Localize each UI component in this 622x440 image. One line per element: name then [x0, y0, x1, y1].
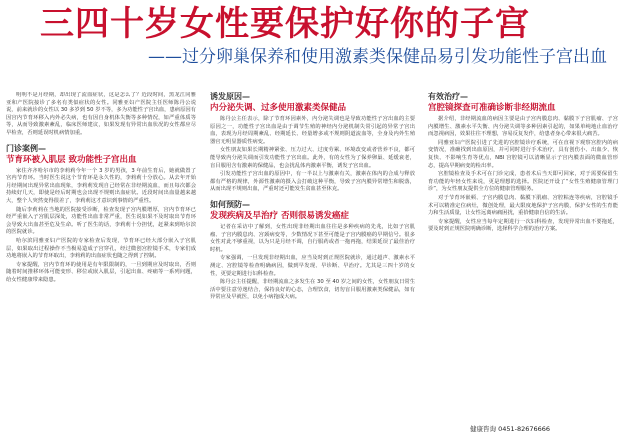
treat-paragraph: 同雅亚妇产医院引进了先进的宫腔镜诊疗系统，可在直视下观察宫腔内的病变情况，准确找到出血原因，并可同时进行手术治疗，具有创伤小、出血少、恢复快、不影响生育等优点，NBI 宫腔镜可以清晰显示子宫内膜表面的微血管形态，提高早期病变的检出率。 — [428, 139, 618, 169]
cause-paragraph: 引发功能性子宫出血的原因中，有一半以上与激素有关，激素在体内的合成与释放都有严格的规律，外源性激素的摄入会打破这种平衡，导致子宫内膜异常增生和脱落，从而出现不规则出血，严重时还可能发生贫血甚至休克。 — [210, 171, 415, 193]
case-paragraph: 专家提醒，宫内节育环的使用是有年限限制的，一旦到期应及时取出，否则随着时间推移环体可能变形、移位或嵌入肌层，引起出血、疼痛等一系列问题，给女性健康带来隐患。 — [6, 261, 196, 283]
cause-paragraph: 陈丹公主任表示，除了节育环因素外，内分泌失调也是导致功能性子宫出血的主要原因之一，功能性子宫出血是由于调节生殖的神经内分泌机制失常引起的异常子宫出血，表现为月经周期紊乱、经期延长、经量增多或不规则阴道流血等，全身及内外生殖器官无明显器质性病变。 — [210, 116, 415, 145]
case-section-title: 节育环被入肌层 致功能性子宫出血 — [6, 154, 137, 165]
prevent-paragraph: 记者在采访中了解到，女性出现非经期出血往往是多种疾病的先兆，比如子宫肌瘤、子宫内膜息肉、宫颈病变等，少数情况下甚至可能是子宫内膜癌的早期信号。很多女性对此不够重视，以为只是月经不调，自行服药或者一拖再拖，结果延误了最佳治疗时机。 — [210, 223, 415, 253]
case-paragraph: 哈尔滨同雅亚妇产医院的专家检查后发现，节育环已经大部分嵌入子宫肌层，如果取出过程操作不当极易造成子宫穿孔，经过微创宫腔镜手术，专家们成功地将嵌入的节育环取出，李莉莉的出血症状也随之得到了控制。 — [6, 237, 196, 260]
case-paragraph: 家住齐齐哈尔市的李莉莉今年一个 3 岁的男孩，3 年前生育后，她就做置了宫内节育环。当时医生说这个节育环是永久性的，李莉莉十分放心。从去年开始月经期间出现异常出血现象，李莉莉发现自己经常在非经期流血，而且每次都会持续好几天，即使是经后时期也会出现不规则出血症状。近段时间出血量越来越大，整个人突然变得很差了，李莉莉这才意识到事情的严重性。 — [6, 167, 196, 204]
column-right — [428, 92, 618, 436]
treat-paragraph: 对于节育环嵌顿、子宫内膜息肉、黏膜下肌瘤、宫腔粘连等疾病，宫腔镜手术可以精准定位病灶，微创处理，最大限度地保护子宫内膜，保护女性的生育能力和生活质量，让女性远离病痛困扰，重拾健康自信的生活。 — [428, 194, 618, 217]
treat-section-title: 宫腔镜探查可准确诊断非经期流血 — [428, 103, 556, 113]
prevent-section-title: 发现疾病及早治疗 否则很易诱发癌症 — [210, 210, 349, 221]
column-middle — [210, 92, 415, 436]
hotline-text: 健康咨询 0451-82676666 — [470, 425, 551, 433]
prevent-section-tag: 如何预防— — [210, 199, 250, 209]
treat-paragraph: 宫腔镜检查及手术可在门诊完成，患者术后当天即可回家，对于需要保留生育功能的年轻女性来说，更是理想的选择。医院还开设了“女性生殖健康管理门诊”，为女性朋友提供全方位的健康管理服务。 — [428, 171, 618, 193]
case-paragraph: 随后李莉莉在当地的医院接受诊断，检查发现子宫内膜增厚，宫内节育环已经严重嵌入子宫肌层深处，功能性出血非常严重，医生说如果不及时取出节育环会导致大出血甚至危及生命。听了医生的话，李莉莉十分担忧，赶紧来到哈尔滨的医院就诊。 — [6, 206, 196, 236]
treat-section-tag: 有效治疗— — [428, 92, 468, 101]
treat-paragraph: 专家提醒，女性应当每年定期进行一次妇科检查，发现异常出血不要拖延，要及时到正规医院明确诊断，选择科学合理的治疗方案。 — [428, 218, 618, 233]
subtitle: ——过分卵巢保养和使用激素类保健品易引发功能性子宫出血 — [148, 47, 607, 67]
case-section-tag: 门诊案例— — [6, 143, 46, 153]
prevent-paragraph: 专家强调，一旦发现非经期出血，应当及时到正规医院就诊，通过超声、激素水平测定、宫腔镜等检查明确病因，做到早发现、早诊断、早治疗。尤其是三四十岁的女性，更要定期进行妇科检查。 — [210, 255, 415, 277]
intro-paragraph: 明明不是月经期，却出现了流血症状，这是怎么了？近段时间，黑龙江同雅亚和产医院接诊了多名有类似症状的女性。同雅亚妇产医院主任医师陈丹公说说，前来就诊的女性以 30 多岁到 50 岁不等，多为功能性子宫出血，患病原因有因宫内节育环移入内外必失病，也有因自身机体失衡等多种情况，如严重体质等等，从而导致激素紊乱，临床医师建议，如果发现有异常出血状况的女性都应尽早检查，否则延误时机病情加重。 — [6, 92, 196, 136]
treat-paragraph: 据介绍，非经期流血的病因主要是由子宫内膜息肉、黏膜下子宫肌瘤、子宫内膜增生、激素水平失衡、内分泌失调等多种因素引起的，如果单纯地止血治疗而忽视病因，效果往往不理想，容易反复发作，给患者身心带来很大痛苦。 — [428, 116, 618, 138]
prevent-paragraph: 陈丹公主任提醒，非经期流血之多发生在 30 至 40 岁之间的女性，女性朋友日常生活中要注意劳逸结合，保持良好的心态，合理饮食，切勿盲目服用激素类保健品，如有异常应及早就医，以免小病拖成大病。 — [210, 279, 415, 301]
headline: 三四十岁女性要保护好你的子宫 — [40, 4, 530, 44]
cause-paragraph: 女性朋友如果长期精神紧张、压力过大、过度劳累、环境改变或者营养不良，都可能导致内分泌失调而引发功能性子宫出血。此外，有的女性为了保养卵巢、延缓衰老，盲目服用含有激素的保健品，也会扰乱体内激素平衡，诱发子宫出血。 — [210, 147, 415, 169]
column-left — [6, 92, 196, 436]
cause-section-tag: 诱发原因— — [210, 92, 250, 101]
cause-section-title: 内分泌失调、过多使用激素类保健品 — [210, 103, 347, 113]
